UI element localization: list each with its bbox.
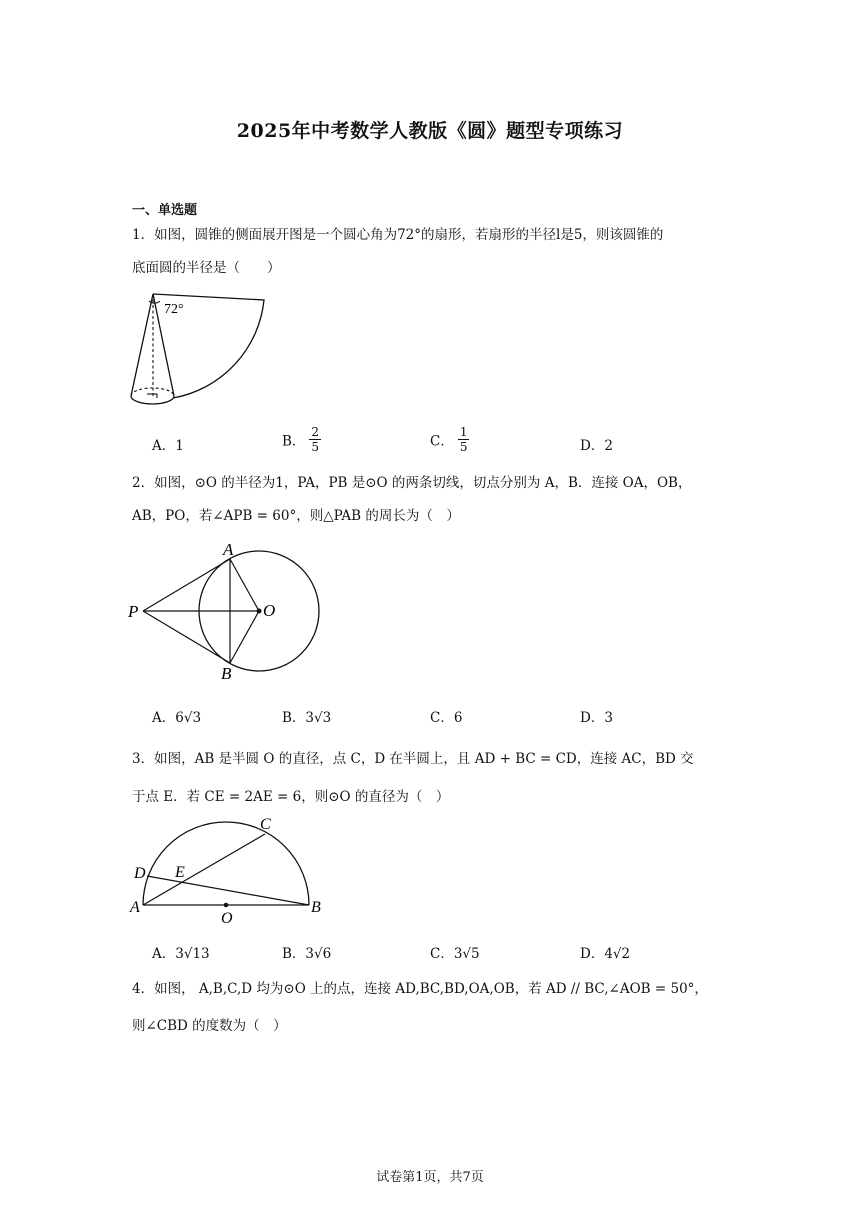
- q1-option-a[interactable]: A．1: [152, 438, 184, 454]
- q1-cone-base-front: [131, 396, 174, 404]
- q1-cone-side-left: [131, 294, 153, 396]
- q2-tangent-figure: [126, 538, 326, 683]
- q1-option-b-numerator: 2: [311, 425, 320, 439]
- q2-label-b: B: [221, 664, 232, 683]
- q2-label-o: O: [263, 601, 276, 620]
- q1-option-c-numerator: 1: [459, 425, 468, 439]
- q2-option-b[interactable]: B．3√3: [282, 710, 332, 726]
- q1-option-c-denominator: 5: [459, 440, 468, 454]
- q3-option-a[interactable]: A．3√13: [152, 946, 210, 962]
- q3-center-point: [224, 903, 229, 908]
- q1-option-d[interactable]: D．2: [580, 438, 613, 454]
- q1-option-c[interactable]: [430, 425, 469, 454]
- q3-text-line2: 于点 E．若 CE = 2AE = 6，则⊙O 的直径为（ ）: [132, 789, 450, 805]
- q3-label-o: O: [221, 910, 233, 926]
- q3-label-b: B: [311, 899, 321, 916]
- q3-text-line1: 3．如图，AB 是半圆 O 的直径，点 C，D 在半圆上，且 AD + BC = CD，连接 AC，BD 交: [132, 751, 694, 767]
- q1-option-b-denominator: 5: [311, 440, 320, 454]
- q3-chord-bd: [147, 876, 309, 905]
- q1-option-c-fraction: [458, 425, 470, 454]
- q2-radius-oa: [230, 559, 259, 611]
- q3-option-d[interactable]: D．4√2: [580, 946, 631, 962]
- q1-option-b-label: B．: [282, 433, 306, 450]
- q3-label-a: A: [130, 899, 140, 916]
- q4-text-line1: 4．如图， A,B,C,D 均为⊙O 上的点，连接 AD,BC,BD,OA,OB，若 AD // BC,∠AOB = 50°，: [132, 981, 708, 997]
- q2-option-c[interactable]: C．6: [430, 710, 463, 726]
- q2-label-p: P: [128, 602, 139, 621]
- page-footer: 试卷第1页，共7页: [376, 1170, 484, 1185]
- q1-cone-figure: [126, 288, 272, 412]
- q2-tangent-pb: [143, 611, 230, 663]
- q3-semicircle-figure: [126, 812, 332, 926]
- q4-text-line2: 则∠CBD 的度数为（ ）: [132, 1018, 287, 1034]
- q2-text-line2: AB，PO，若∠APB = 60°，则△PAB 的周长为（ ）: [132, 508, 460, 524]
- q3-label-e: E: [175, 864, 185, 881]
- q1-angle-label: 72°: [164, 302, 184, 317]
- q1-text-line2: 底面圆的半径是（ ）: [132, 260, 281, 276]
- q2-text-line1: 2．如图，⊙O 的半径为1，PA，PB 是⊙O 的两条切线，切点分别为 A，B．连接 OA，OB，: [132, 475, 692, 491]
- q2-center-point: [257, 609, 262, 614]
- q3-option-c[interactable]: C．3√5: [430, 946, 480, 962]
- q3-label-d: D: [134, 865, 146, 882]
- q2-option-d[interactable]: D．3: [580, 710, 613, 726]
- q3-semicircle-arc: [143, 822, 309, 905]
- q3-option-b[interactable]: B．3√6: [282, 946, 332, 962]
- q3-label-c: C: [260, 816, 271, 833]
- q1-text-line1: 1．如图，圆锥的侧面展开图是一个圆心角为72°的扇形，若扇形的半径l是5，则该圆锥的: [132, 227, 664, 243]
- q2-radius-ob: [230, 611, 259, 663]
- section-heading: 一、单选题: [132, 203, 198, 218]
- q2-option-a[interactable]: A．6√3: [152, 710, 202, 726]
- q2-label-a: A: [223, 540, 234, 559]
- page-title: 2025年中考数学人教版《圆》题型专项练习: [236, 120, 624, 142]
- q1-option-b-fraction: [309, 425, 321, 454]
- q2-tangent-pa: [143, 559, 230, 611]
- q1-option-c-label: C．: [430, 433, 454, 450]
- q1-option-b[interactable]: [282, 425, 321, 454]
